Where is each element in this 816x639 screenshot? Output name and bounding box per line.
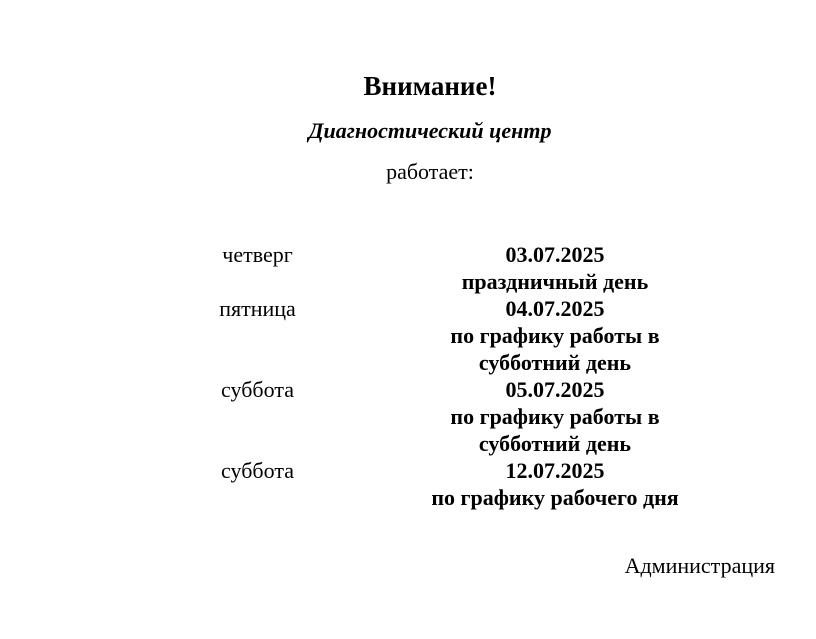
schedule-note: по графику работы в субботний день xyxy=(450,323,660,375)
schedule-day: пятница xyxy=(219,296,296,321)
schedule-info xyxy=(410,376,700,457)
schedule-note: по графику работы в субботний день xyxy=(450,404,660,456)
schedule-row xyxy=(160,295,770,376)
schedule-note: по графику рабочего дня xyxy=(431,485,679,510)
schedule-info xyxy=(410,457,700,511)
schedule-day: суббота xyxy=(221,458,294,483)
schedule-day: суббота xyxy=(221,377,294,402)
signature: Администрация xyxy=(624,553,775,578)
schedule-note: праздничный день xyxy=(461,269,649,294)
schedule-row xyxy=(160,376,770,457)
schedule-table xyxy=(160,241,770,511)
schedule-day: четверг xyxy=(222,242,293,267)
schedule-date: 12.07.2025 xyxy=(505,458,605,483)
notice-intro: работает: xyxy=(386,159,474,184)
schedule-row xyxy=(160,457,770,511)
schedule-info xyxy=(410,295,700,376)
notice-subtitle: Диагностический центр xyxy=(308,118,552,143)
schedule-date: 05.07.2025 xyxy=(505,377,605,402)
schedule-row xyxy=(160,241,770,295)
schedule-date: 04.07.2025 xyxy=(505,296,605,321)
schedule-info xyxy=(410,241,700,295)
notice-title: Внимание! xyxy=(363,71,497,101)
schedule-date: 03.07.2025 xyxy=(505,242,605,267)
